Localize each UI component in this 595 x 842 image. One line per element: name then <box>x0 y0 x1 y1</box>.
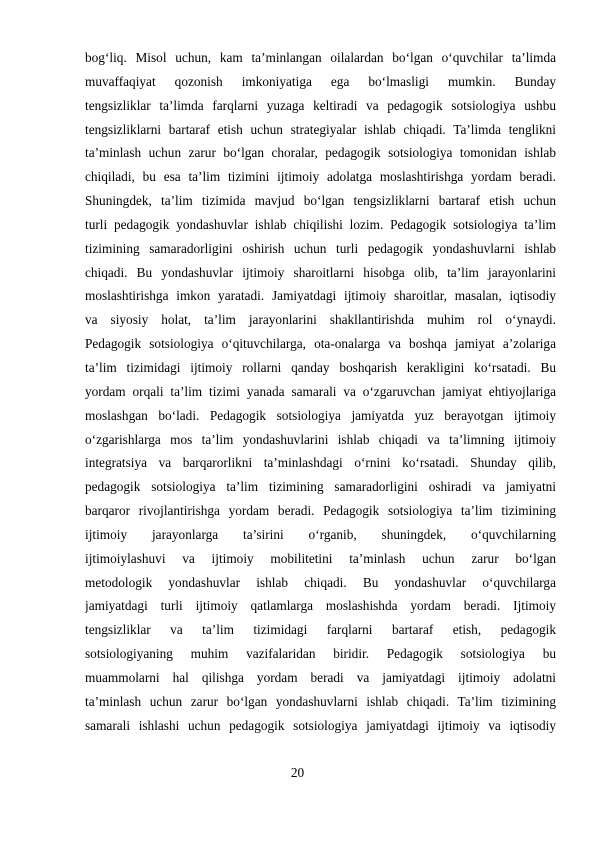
text-line: tengsizliklar va ta’lim tizimidagi farqlarni bartaraf etish, pedagogik <box>85 622 556 638</box>
text-line: tengsizliklar ta’limda farqlarni yuzaga keltiradi va pedagogik sotsiologiya ushbu <box>85 97 556 113</box>
text-line: sotsiologiyaning muhim vazifalaridan biridir. Pedagogik sotsiologiya bu <box>85 646 556 662</box>
text-line: chiqiladi, bu esa ta’lim tizimini ijtimoiy adolatga moslashtirishga yordam beradi. <box>85 169 556 185</box>
text-line: moslashgan bo‘ladi. Pedagogik sotsiologiya jamiyatda yuz berayotgan ijtimoiy <box>85 407 556 423</box>
text-line: yordam orqali ta’lim tizimi yanada samarali va o‘zgaruvchan jamiyat ehtiyojlariga <box>85 383 556 399</box>
text-line: Shuningdek, ta’lim tizimida mavjud bo‘lgan tengsizliklarni bartaraf etish uchun <box>85 193 556 209</box>
text-line: o‘zgarishlarga mos ta’lim yondashuvlarini ishlab chiqadi va ta’limning ijtimoiy <box>85 431 556 447</box>
text-line: pedagogik sotsiologiya ta’lim tizimining samaradorligini oshiradi va jamiyatni <box>85 479 556 495</box>
text-line: barqaror rivojlantirishga yordam beradi. Pedagogik sotsiologiya ta’lim tizimining <box>85 503 556 519</box>
text-line: jamiyatdagi turli ijtimoiy qatlamlarga moslashishda yordam beradi. Ijtimoiy <box>85 598 556 614</box>
text-line: ijtimoiylashuvi va ijtimoiy mobilitetini ta’minlash uchun zarur bo‘lgan <box>85 550 556 566</box>
text-line: Pedagogik sotsiologiya o‘qituvchilarga, ota-onalarga va boshqa jamiyat a’zolariga <box>85 336 556 352</box>
text-line: chiqadi. Bu yondashuvlar ijtimoiy sharoitlarni hisobga olib, ta’lim jarayonlarini <box>85 264 556 280</box>
text-line: ijtimoiy jarayonlarga ta’sirini o‘rganib, shuningdek, o‘quvchilarning <box>85 526 556 542</box>
text-line: va siyosiy holat, ta’lim jarayonlarini shakllantirishda muhim rol o‘ynaydi. <box>85 312 556 328</box>
text-line: metodologik yondashuvlar ishlab chiqadi. Bu yondashuvlar o‘quvchilarga <box>85 574 556 590</box>
text-line: ta’minlash uchun zarur bo‘lgan yondashuvlarni ishlab chiqadi. Ta’lim tizimining <box>85 693 556 709</box>
text-line: tizimining samaradorligini oshirish uchun turli pedagogik yondashuvlarni ishlab <box>85 240 556 256</box>
text-line: moslashtirishga imkon yaratadi. Jamiyatdagi ijtimoiy sharoitlar, masalan, iqtisodiy <box>85 288 556 304</box>
text-line: muvaffaqiyat qozonish imkoniyatiga ega bo‘lmasligi mumkin. Bunday <box>85 73 556 89</box>
text-line: muammolarni hal qilishga yordam beradi va jamiyatdagi ijtimoiy adolatni <box>85 669 556 685</box>
text-line: ta’lim tizimidagi ijtimoiy rollarni qanday boshqarish kerakligini ko‘rsatadi. Bu <box>85 359 556 375</box>
text-line: ta’minlash uchun zarur bo‘lgan choralar, pedagogik sotsiologiya tomonidan ishlab <box>85 145 556 161</box>
body-text <box>85 46 556 737</box>
text-line: integratsiya va barqarorlikni ta’minlashdagi o‘rnini ko‘rsatadi. Shunday qilib, <box>85 455 556 471</box>
text-line: samarali ishlashi uchun pedagogik sotsiologiya jamiyatdagi ijtimoiy va iqtisodiy <box>85 717 556 733</box>
page-number: 20 <box>290 765 305 780</box>
text-line: tengsizliklarni bartaraf etish uchun strategiyalar ishlab chiqadi. Ta’limda tenglikni <box>85 121 556 137</box>
text-line: turli pedagogik yondashuvlar ishlab chiqilishi lozim. Pedagogik sotsiologiya ta’lim <box>85 216 556 232</box>
text-line: bog‘liq. Misol uchun, kam ta’minlangan oilalardan bo‘lgan o‘quvchilar ta’limda <box>85 50 556 65</box>
